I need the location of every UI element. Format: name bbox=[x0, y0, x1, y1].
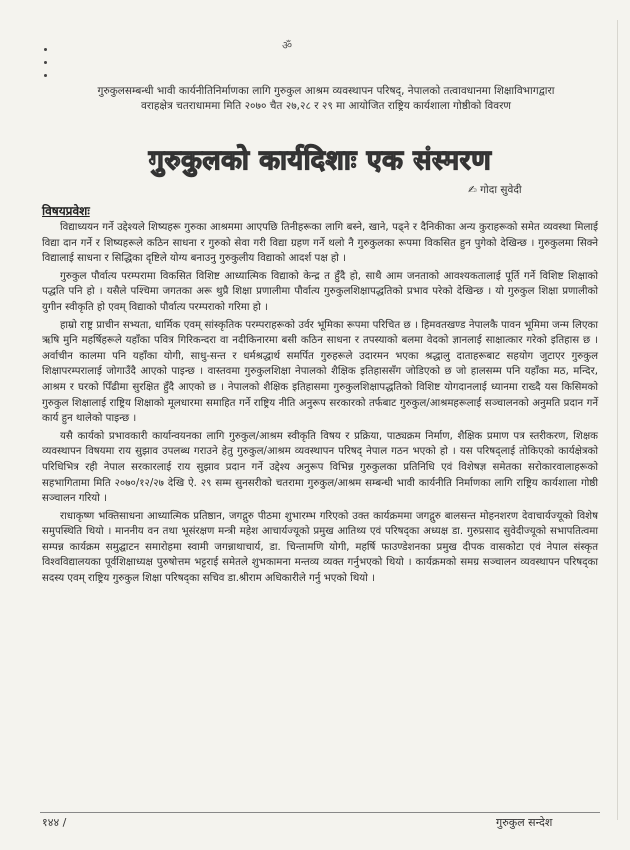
om-symbol: ॐ bbox=[282, 39, 293, 52]
margin-dots bbox=[44, 48, 50, 87]
event-intro: गुरुकुलसम्बन्धी भावी कार्यनीतिनिर्माणका लागि गुरुकुल आश्रम व्यवस्थापन परिषद्, नेपालको तत्वावधानमा शिक्षाविभागद्वारा वराहक्षेत्र चतराधाममा मिति २०७० चैत २७,२८ र २९ मा आयोजित राष्ट्रिय कार्यशाला गोष्ठीको विवरण bbox=[97, 85, 555, 112]
article-title: गुरुकुलको कार्यदिशाः एक संस्मरण bbox=[148, 145, 492, 176]
paragraph: राधाकृष्ण भक्तिसाधना आध्यात्मिक प्रतिष्ठान, जगद्गुरु पीठमा शुभारम्भ गरिएको उक्त कार्यक्रममा जगद्गुरु बालसन्त मोहनशरण देवाचार्यज्यूको विशेष समुपस्थिति थियो । माननीय वन तथा भूसंरक्षण मन्त्री महेश आचार्यज्यूको प्रमुख आतिथ्य एवं परिषद्का अध्यक्ष डा. गुरुप्रसाद सुवेदीज्यूको सभापतित्वमा सम्पन्न कार्यक्रम समुद्घाटन समारोहमा स्वामी जगन्नाथाचार्य, डा. चिन्तामणि योगी, महर्षि फाउण्डेशनका प्रमुख दीपक वासकोटा एवं नेपाल संस्कृत विश्वविद्यालयका पूर्वशिक्षाध्यक्ष पुरुषोत्तम भट्टराई समेतले शुभकामना मन्तव्य व्यक्त गर्नुभएको थियो । कार्यक्रमको समग्र सञ्चालन व्यवस्थापन परिषद्का सदस्य एवम् राष्ट्रिय गुरुकुल शिक्षा परिषद्का सचिव डा.श्रीराम अधिकारीले गर्नु भएको थियो । bbox=[42, 510, 598, 585]
page-edge bbox=[617, 20, 618, 820]
paragraph: विद्याध्ययन गर्ने उद्देश्यले शिष्यहरू गुरुका आश्रममा आएपछि तिनीहरूका लागि बस्ने, खाने, पढ्ने र दैनिकीका अन्य कुराहरूको समेत व्यवस्था मिलाई विद्या दान गर्ने र शिष्यहरूले कठिन साधना र गुरुको सेवा गरी विद्या ग्रहण गर्ने थलो नै गुरुकुलका रूपमा विकसित हुन पुगेको देखिन्छ । गुरुकुलमा सिक्ने विद्यालाई साधना र सिद्धिका दृष्टिले योग्य बनाउनु गुरुकुलीय विद्याको आदर्श पक्ष हो । bbox=[42, 222, 598, 265]
paragraph: गुरुकुल पौर्वात्य परम्परामा विकसित विशिष्ट आध्यात्मिक विद्याको केन्द्र त हुँदै हो, साथै आम जनताको आवश्यकतालाई पूर्ति गर्ने विशिष्ट शिक्षाको पद्धति पनि हो । यसैले पश्चिमा जगतका अरू थुप्रै शिक्षा प्रणालीमा पौर्वात्य गुरुकुलशिक्षापद्धतिको प्रभाव परेको देखिन्छ । यो गुरुकुल शिक्षा प्रणालीको युगीन स्वीकृति हो एवम् विद्याको पौर्वात्य परम्पराको गरिमा हो । bbox=[42, 270, 598, 313]
article-author: ✍ गोदा सुवेदी bbox=[468, 184, 522, 196]
journal-name: गुरुकुल सन्देश bbox=[496, 816, 553, 829]
paragraph: यसै कार्यको प्रभावकारी कार्यान्वयनका लागि गुरुकुल/आश्रम स्वीकृति विषय र प्रक्रिया, पाठ्यक्रम निर्माण, शैक्षिक प्रमाण पत्र स्तरीकरण, शिक्षक व्यवस्थापन विषयमा राय सुझाव उपलब्ध गराउने हेतु गुरुकुल/आश्रम व्यवस्थापन परिषद् नेपाल गठन भएको हो । यस परिषद्लाई तोकिएको कार्यक्षेत्रको परिधिभित्र रही नेपाल सरकारलाई राय सुझाव प्रदान गर्ने उद्देश्य अनुरूप विभिन्न गुरुकुलका प्रतिनिधि एवं विशेषज्ञ समेतका सरोकारवालाहरूको सहभागितामा मिति २०७०/१२/२७ देखि ऐ. २९ सम्म सुनसरीको चतरामा गुरुकुल/आश्रम सम्बन्धी भावी कार्यनीति निर्माणका लागि राष्ट्रिय कार्यशाला गोष्ठी सञ्चालन गरियो । bbox=[42, 430, 598, 505]
page-number: १४४ / bbox=[42, 816, 67, 829]
footer-rule bbox=[40, 812, 600, 813]
section-heading: विषयप्रवेशः bbox=[42, 204, 90, 218]
paragraph: हाम्रो राष्ट्र प्राचीन सभ्यता, धार्मिक एवम् सांस्कृतिक परम्पराहरूको उर्वर भूमिका रूपमा परिचित छ । हिमवतखण्ड नेपालकै पावन भूमिमा जन्म लिएका ऋषि मुनि महर्षिहरूले यहाँका पवित्र गिरिकन्दरा वा नदीकिनारमा बसी कठिन साधना र तपस्याको बलमा वेदको ज्ञानलाई साक्षात्कार गरेको इतिहास छ । अर्वाचीन कालमा पनि यहाँका योगी, साधु-सन्त र धर्मश्रद्धार्थ समर्पित गुरुहरूले उदारमन भएका श्रद्धालु दाताहरूबाट सहयोग जुटाएर गुरुकुल शिक्षापरम्परालाई जोगाउँदै आएको पाइन्छ । वास्तवमा गुरुकुलशिक्षा नेपालको शैक्षिक इतिहाससँग जोडिएको छ जो हालसम्म पनि यहाँका मठ, मन्दिर, आश्रम र घरको पिँढीमा सुरक्षित हुँदै आएको छ । नेपालको शैक्षिक इतिहासमा गुरुकुलशिक्षापद्धतिको विशिष्ट योगदानलाई ध्यानमा राख्दै यस किसिमको गुरुकुल शिक्षालाई राष्ट्रिय शिक्षाको मूलधारमा समाहित गर्ने राष्ट्रिय नीति अनुरूप सरकारको तर्फबाट गुरुकुल/आश्रमहरूलाई सञ्चालनको अनुमति प्रदान गर्ने कार्य हुन थालेको पाइन्छ । bbox=[42, 319, 598, 425]
article-body bbox=[42, 220, 598, 589]
